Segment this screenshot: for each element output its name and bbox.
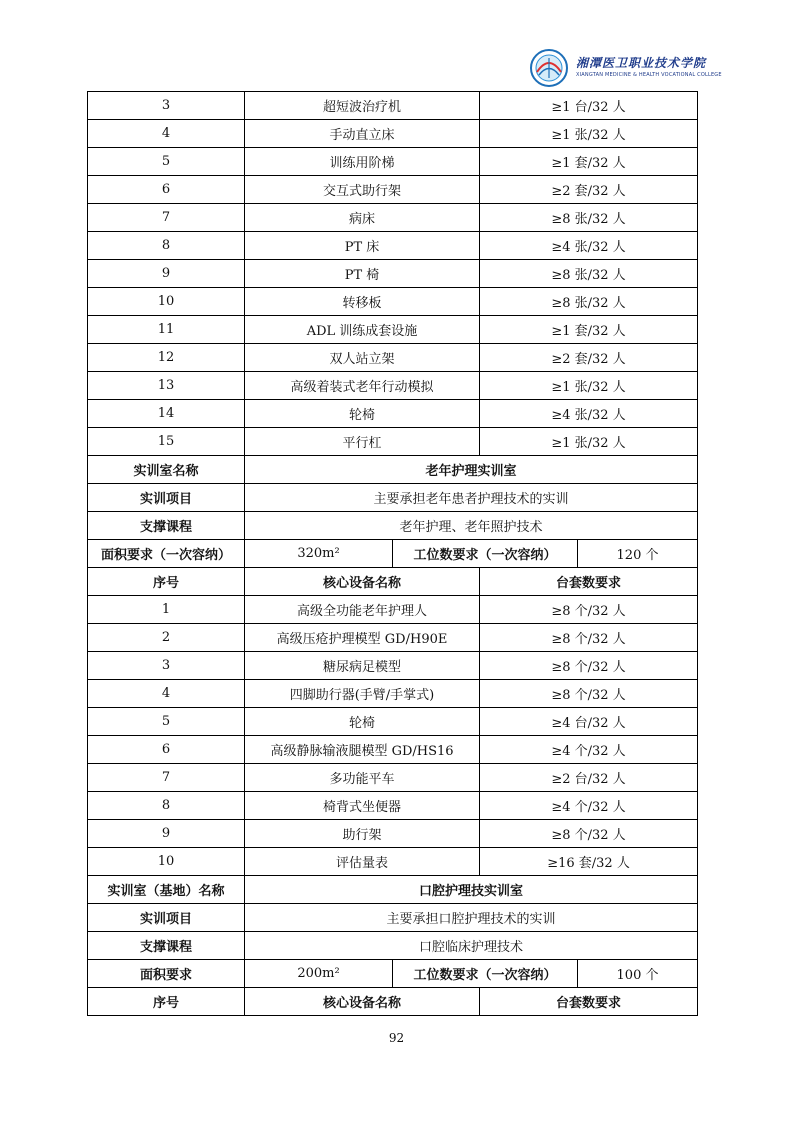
project-label: 实训项目 (88, 904, 245, 932)
row-number: 15 (88, 428, 245, 456)
equipment-name: 椅背式坐便器 (245, 792, 480, 820)
row-number: 6 (88, 176, 245, 204)
table-row (88, 652, 698, 680)
col-header-quantity: 台套数要求 (480, 988, 698, 1016)
equipment-quantity: ≥4 个/32 人 (480, 792, 698, 820)
table-row (88, 456, 698, 484)
equipment-name: 四脚助行器(手臂/手掌式) (245, 680, 480, 708)
equipment-quantity: ≥8 张/32 人 (480, 260, 698, 288)
table-row (88, 400, 698, 428)
equipment-quantity: ≥8 个/32 人 (480, 820, 698, 848)
equipment-quantity: ≥8 个/32 人 (480, 652, 698, 680)
school-name-en: XIANGTAN MEDICINE & HEALTH VOCATIONAL COLLEGE (576, 72, 722, 78)
equipment-quantity: ≥1 套/32 人 (480, 316, 698, 344)
equipment-quantity: ≥1 套/32 人 (480, 148, 698, 176)
lab-name-label: 实训室（基地）名称 (88, 876, 245, 904)
equipment-name: 转移板 (245, 288, 480, 316)
equipment-name: 糖尿病足模型 (245, 652, 480, 680)
area-label: 面积要求 (88, 960, 245, 988)
table-row (88, 624, 698, 652)
table-row (88, 904, 698, 932)
table-row (88, 708, 698, 736)
row-number: 8 (88, 792, 245, 820)
table-row (88, 288, 698, 316)
row-number: 4 (88, 120, 245, 148)
area-value: 200m² (245, 960, 393, 988)
col-header-name: 核心设备名称 (245, 568, 480, 596)
equipment-name: 手动直立床 (245, 120, 480, 148)
table-row (88, 428, 698, 456)
row-number: 4 (88, 680, 245, 708)
table-row (88, 792, 698, 820)
table-header-row (88, 988, 698, 1016)
table-row (88, 260, 698, 288)
table-row (88, 848, 698, 876)
station-label: 工位数要求（一次容纳） (393, 540, 578, 568)
equipment-table (87, 91, 698, 1016)
row-number: 13 (88, 372, 245, 400)
equipment-name: PT 椅 (245, 260, 480, 288)
equipment-quantity: ≥8 个/32 人 (480, 624, 698, 652)
page-number: 92 (388, 1031, 405, 1045)
equipment-name: 超短波治疗机 (245, 92, 480, 120)
row-number: 1 (88, 596, 245, 624)
course-value: 老年护理、老年照护技术 (245, 512, 698, 540)
row-number: 2 (88, 624, 245, 652)
table-row (88, 736, 698, 764)
equipment-quantity: ≥8 个/32 人 (480, 596, 698, 624)
equipment-quantity: ≥16 套/32 人 (480, 848, 698, 876)
table-header-row (88, 568, 698, 596)
table-row (88, 820, 698, 848)
equipment-quantity: ≥8 张/32 人 (480, 288, 698, 316)
row-number: 5 (88, 148, 245, 176)
row-number: 8 (88, 232, 245, 260)
equipment-quantity: ≥2 套/32 人 (480, 176, 698, 204)
table-row (88, 92, 698, 120)
area-label: 面积要求（一次容纳） (88, 540, 245, 568)
table-row (88, 932, 698, 960)
station-label: 工位数要求（一次容纳） (393, 960, 578, 988)
equipment-quantity: ≥4 个/32 人 (480, 736, 698, 764)
lab-name-label: 实训室名称 (88, 456, 245, 484)
equipment-name: 轮椅 (245, 708, 480, 736)
equipment-quantity: ≥4 张/32 人 (480, 400, 698, 428)
equipment-name: 病床 (245, 204, 480, 232)
table-row (88, 372, 698, 400)
equipment-name: 双人站立架 (245, 344, 480, 372)
table-row (88, 764, 698, 792)
row-number: 9 (88, 820, 245, 848)
table-row (88, 316, 698, 344)
equipment-name: PT 床 (245, 232, 480, 260)
project-value: 主要承担老年患者护理技术的实训 (245, 484, 698, 512)
table-row (88, 960, 698, 988)
equipment-name: 轮椅 (245, 400, 480, 428)
table-row (88, 176, 698, 204)
project-label: 实训项目 (88, 484, 245, 512)
station-value: 100 个 (578, 960, 698, 988)
table-row (88, 204, 698, 232)
table-row (88, 484, 698, 512)
row-number: 10 (88, 288, 245, 316)
equipment-name: 平行杠 (245, 428, 480, 456)
equipment-name: 高级全功能老年护理人 (245, 596, 480, 624)
row-number: 6 (88, 736, 245, 764)
table-row (88, 120, 698, 148)
row-number: 3 (88, 652, 245, 680)
equipment-quantity: ≥2 套/32 人 (480, 344, 698, 372)
row-number: 3 (88, 92, 245, 120)
station-value: 120 个 (578, 540, 698, 568)
equipment-name: 多功能平车 (245, 764, 480, 792)
table-row (88, 232, 698, 260)
row-number: 11 (88, 316, 245, 344)
equipment-name: 高级静脉输液腿模型 GD/HS16 (245, 736, 480, 764)
lab-name-value: 老年护理实训室 (245, 456, 698, 484)
equipment-quantity: ≥1 张/32 人 (480, 372, 698, 400)
row-number: 12 (88, 344, 245, 372)
course-label: 支撑课程 (88, 512, 245, 540)
col-header-number: 序号 (88, 568, 245, 596)
equipment-quantity: ≥4 台/32 人 (480, 708, 698, 736)
table-row (88, 680, 698, 708)
equipment-quantity: ≥8 张/32 人 (480, 204, 698, 232)
row-number: 7 (88, 764, 245, 792)
equipment-name: 高级着装式老年行动模拟 (245, 372, 480, 400)
project-value: 主要承担口腔护理技术的实训 (245, 904, 698, 932)
table-row (88, 344, 698, 372)
course-label: 支撑课程 (88, 932, 245, 960)
row-number: 9 (88, 260, 245, 288)
equipment-name: 高级压疮护理模型 GD/H90E (245, 624, 480, 652)
equipment-quantity: ≥2 台/32 人 (480, 764, 698, 792)
equipment-quantity: ≥1 台/32 人 (480, 92, 698, 120)
equipment-name: ADL 训练成套设施 (245, 316, 480, 344)
table-row (88, 540, 698, 568)
equipment-name: 助行架 (245, 820, 480, 848)
equipment-name: 训练用阶梯 (245, 148, 480, 176)
equipment-quantity: ≥4 张/32 人 (480, 232, 698, 260)
col-header-name: 核心设备名称 (245, 988, 480, 1016)
table-row (88, 596, 698, 624)
equipment-name: 交互式助行架 (245, 176, 480, 204)
course-value: 口腔临床护理技术 (245, 932, 698, 960)
row-number: 7 (88, 204, 245, 232)
school-name: 湘潭医卫职业技术学院 (576, 56, 707, 70)
col-header-quantity: 台套数要求 (480, 568, 698, 596)
equipment-name: 评估量表 (245, 848, 480, 876)
lab-name-value: 口腔护理技实训室 (245, 876, 698, 904)
equipment-quantity: ≥8 个/32 人 (480, 680, 698, 708)
col-header-number: 序号 (88, 988, 245, 1016)
area-value: 320m² (245, 540, 393, 568)
row-number: 14 (88, 400, 245, 428)
table-row (88, 512, 698, 540)
table-row (88, 876, 698, 904)
equipment-quantity: ≥1 张/32 人 (480, 120, 698, 148)
equipment-quantity: ≥1 张/32 人 (480, 428, 698, 456)
row-number: 10 (88, 848, 245, 876)
table-row (88, 148, 698, 176)
row-number: 5 (88, 708, 245, 736)
